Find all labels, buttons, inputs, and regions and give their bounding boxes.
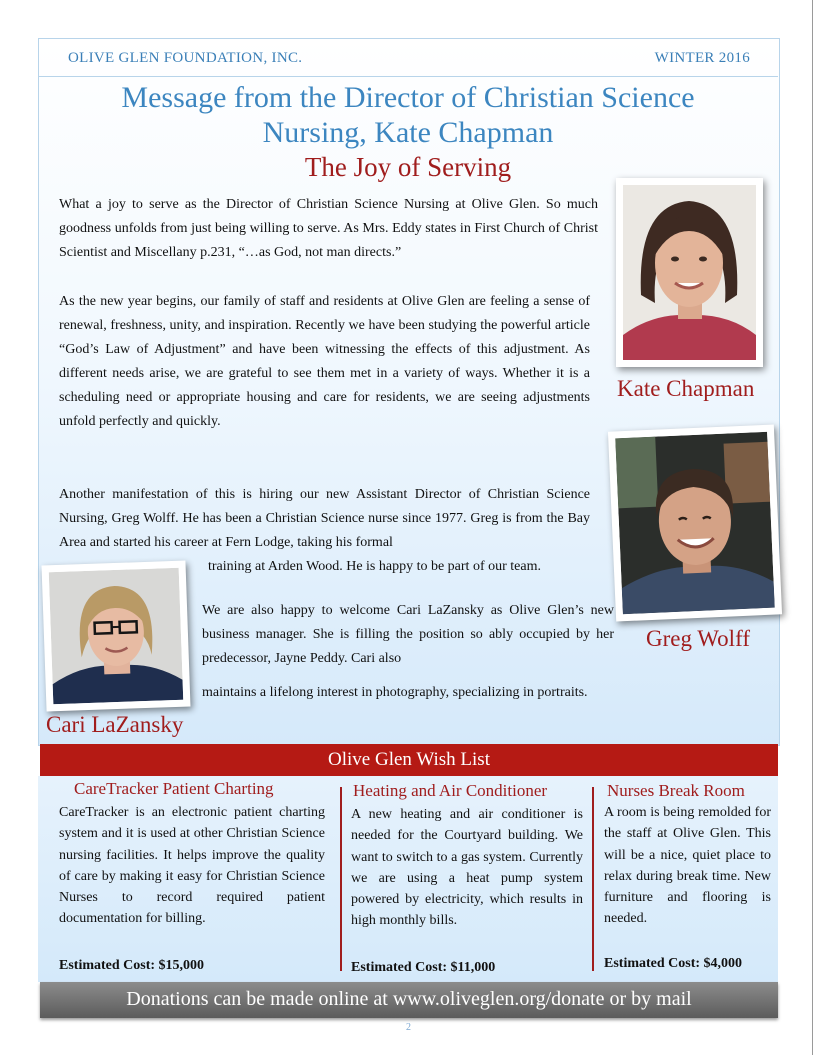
wish-item-title: CareTracker Patient Charting: [74, 779, 274, 798]
article-title-line2: Nursing, Kate Chapman: [262, 116, 554, 149]
article-paragraph-3: Another manifestation of this is hiring our new Assistant Director of Christian Science Nursing, Greg Wolff. He has been a Christian Science nurse since 1977. Greg is from the Bay Area and started his career at Fern Lodge, taking his formal: [59, 487, 590, 550]
article-subtitle: The Joy of Serving: [304, 152, 512, 182]
wish-item-title: Heating and Air Conditioner: [353, 781, 548, 800]
cari-lazansky-caption: Cari LaZansky: [46, 712, 184, 737]
issue-label: WINTER 2016: [654, 50, 750, 66]
kate-chapman-photo: [616, 178, 763, 367]
kate-chapman-caption: Kate Chapman: [617, 376, 755, 401]
wish-item-cost: Estimated Cost: $4,000: [604, 956, 743, 971]
greg-wolff-caption: Greg Wolff: [646, 626, 750, 651]
page-number: 2: [406, 1022, 411, 1033]
article-paragraph-4: We are also happy to welcome Cari LaZansky as Olive Glen’s new business manager. She is filling the position so ably occupied by her predecessor, Jayne Peddy. Cari also: [202, 603, 614, 666]
greg-wolff-photo: [608, 424, 782, 621]
wish-item-text: A new heating and air conditioner is needed for the Courtyard building. We want to switch to a gas system. Currently we are using a heat pump system powered by electricity, which results in high monthly bills.: [351, 807, 583, 929]
wish-item-title: Nurses Break Room: [607, 781, 745, 800]
article-paragraph-4-end: maintains a lifelong interest in photography, specializing in portraits.: [202, 685, 588, 700]
article-title: [38, 80, 778, 150]
newsletter-header: [38, 38, 778, 77]
wish-item-cost: Estimated Cost: $15,000: [59, 958, 205, 973]
wish-column-divider: [592, 787, 594, 971]
wish-item-text: CareTracker is an electronic patient charting system and it is used at other Christian Science nursing facilities. It helps improve the quality of care by making it easy for Christian Science Nurses to record required patient documentation for billing.: [59, 805, 325, 927]
article-paragraph-1: What a joy to serve as the Director of Christian Science Nursing at Olive Glen. So much goodness unfolds from just being willing to serve. As Mrs. Eddy states in First Church of Christ Scientist and Miscellany p.231, “…as God, not man directs.”: [59, 197, 598, 260]
wish-column-divider: [340, 787, 342, 971]
donation-banner: Donations can be made online at www.oliveglen.org/donate or by mail: [40, 982, 778, 1018]
article-title-line1: Message from the Director of Christian Science: [121, 81, 695, 114]
wish-item-cost: Estimated Cost: $11,000: [351, 960, 496, 975]
organization-name: OLIVE GLEN FOUNDATION, INC.: [68, 50, 303, 66]
article-paragraph-3-end: training at Arden Wood. He is happy to be part of our team.: [208, 559, 541, 574]
article-paragraph-2: As the new year begins, our family of staff and residents at Olive Glen are feeling a sense of renewal, freshness, unity, and inspiration. Recently we have been studying the powerful article “God’s Law of Adjustment” and have been witnessing the effects of this adjustment. As different needs arise, we are grateful to see them met in a variety of ways. Whether it is a scheduling need or appropriate housing and care for residents, we are seeing adjustments unfold perfectly and quickly.: [59, 294, 590, 429]
wish-list-heading: Olive Glen Wish List: [40, 744, 778, 776]
wish-item-text: A room is being remolded for the staff at Olive Glen. This will be a nice, quiet place to relax during break time. New furniture and flooring is needed.: [604, 805, 771, 927]
cari-lazansky-photo: [41, 561, 190, 712]
